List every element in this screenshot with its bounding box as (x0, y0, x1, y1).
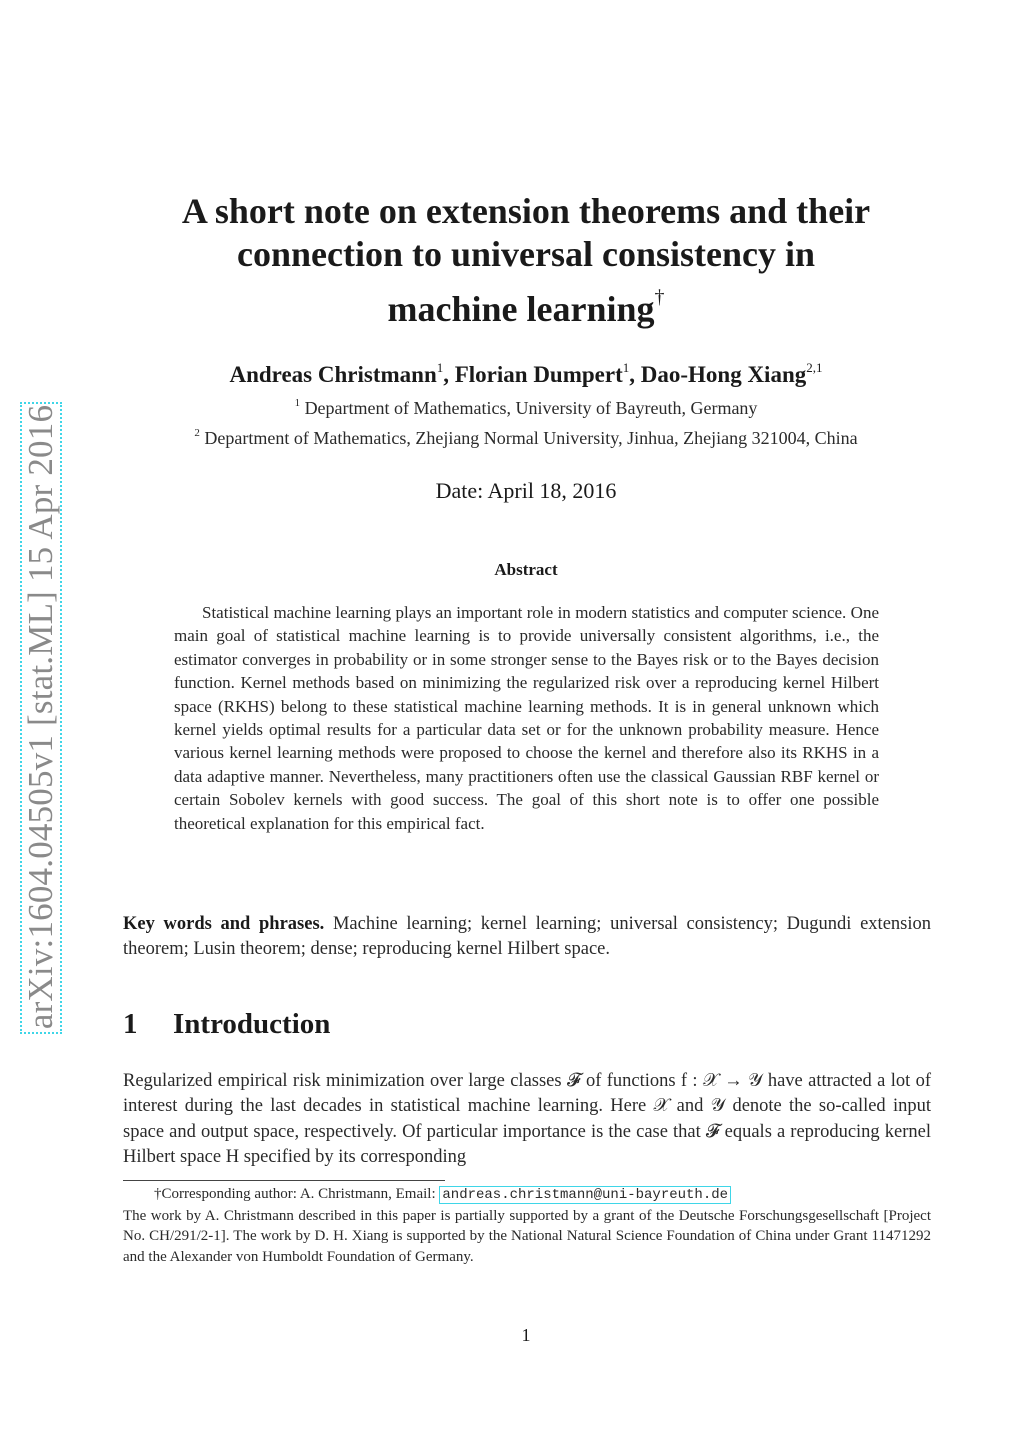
abstract-body: Statistical machine learning plays an important role in modern statistics and computer science. One main goal of statistical machine learning is to provide universally consistent algorithms, i.e., the estimator converges in probability or in some stronger sense to the Bayes risk or to the Bayes decision function. Kernel methods based on minimizing the regularized risk over a reproducing kernel Hilbert space (RKHS) belong to these statistical machine learning methods. It is in general unknown which kernel yields optimal results for a particular data set or for the unknown probability measure. Hence various kernel learning methods were proposed to choose the kernel and therefore also its RKHS in a data adaptive manner. Nevertheless, many practitioners often use the classical Gaussian RBF kernel or certain Sobolev kernels with good success. The goal of this short note is to offer one possible theoretical explanation for this empirical fact. (174, 603, 879, 833)
paper-title (100, 190, 952, 331)
footnote-rule (123, 1180, 445, 1181)
abstract-heading: Abstract (494, 560, 558, 579)
keywords-paragraph (123, 912, 931, 962)
author-name: Florian Dumpert (454, 362, 623, 387)
title-line-2: connection to universal consistency in (236, 234, 815, 274)
title-dagger: † (654, 286, 665, 308)
keywords-label: Key words and phrases. (123, 914, 325, 934)
keywords-text: Machine learning; kernel learning; universal consistency; Dugundi extension theorem; Lusin theorem; dense; reproducing kernel Hilbert space. (123, 914, 932, 959)
affiliation-mark: 1 (294, 397, 301, 409)
author-separator: , (443, 362, 455, 387)
page-number: 1 (521, 1325, 531, 1345)
title-line-3: machine learning (387, 289, 655, 329)
arxiv-stamp: arXiv:1604.04505v1 [stat.ML] 15 Apr 2016 (21, 404, 60, 1030)
footnote-text: †Corresponding author: A. Christmann, Email: (154, 1186, 440, 1202)
author-name: Dao-Hong Xiang (640, 362, 807, 387)
section-heading (123, 1006, 723, 1042)
affiliation-2 (100, 422, 952, 449)
author-list (100, 353, 952, 390)
paper-date: Date: April 18, 2016 (435, 478, 617, 503)
intro-paragraph: Regularized empirical risk minimization over large classes 𝓕 of functions f : 𝒳 → 𝒴 have attracted a lot of interest during the last decades in statistical machine learning. Here 𝒳 and 𝒴 denote the so-called input space and output space, respectively. Of particular importance is the case that 𝓕 equals a reproducing kernel Hilbert space H specified by its corresponding (123, 1071, 931, 1167)
author-separator: , (629, 362, 641, 387)
affiliation-text: Department of Mathematics, Zhejiang Normal University, Jinhua, Zhejiang 321004, China (204, 428, 858, 448)
footnote-corresponding-author (123, 1184, 931, 1206)
author-affil-mark: 2,1 (806, 360, 823, 375)
affiliation-text: Department of Mathematics, University of Bayreuth, Germany (304, 398, 758, 418)
author-name: Andreas Christmann (229, 362, 437, 387)
affiliation-mark: 2 (194, 427, 200, 439)
affiliation-1 (100, 392, 952, 419)
section-title: Introduction (173, 1008, 331, 1040)
footnotes (123, 1184, 931, 1267)
author-affil-mark: 1 (436, 360, 444, 375)
email-link[interactable]: andreas.christmann@uni-bayreuth.de (439, 1186, 731, 1204)
section-number: 1 (123, 1008, 138, 1040)
title-line-1: A short note on extension theorems and their (181, 191, 871, 231)
author-affil-mark: 1 (622, 360, 630, 375)
footnote-funding: The work by A. Christmann described in this paper is partially supported by a grant of the Deutsche Forschungsgesellschaft [Project No. CH/291/2-1]. The work by D. H. Xiang is supported by the National Natural Science Foundation of China under Grant 11471292 and the Alexander von Humboldt Foundation of Germany. (123, 1207, 931, 1265)
